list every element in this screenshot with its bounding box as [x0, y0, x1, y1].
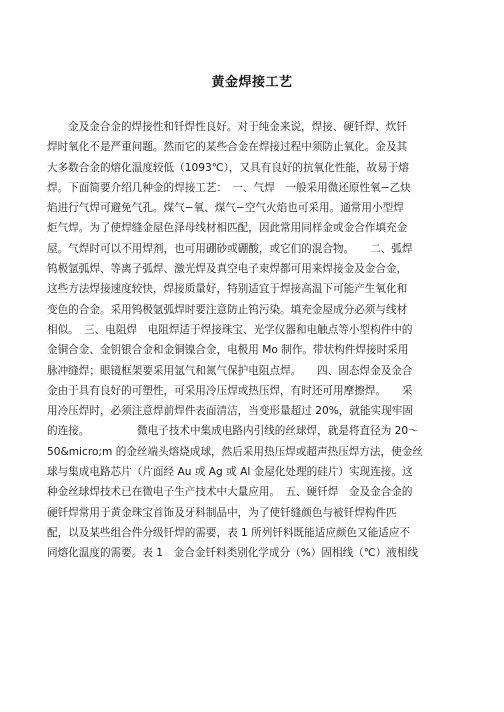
body-line: 用冷压焊时，必须注意焊前焊件表面清洁，当变形量超过 20%，就能实现牢固: [47, 405, 413, 418]
body-line: 金及金合金的焊接性和钎焊性良好。对于纯金来说，焊接、硬钎焊、炊钎: [68, 121, 407, 133]
body-line: 相似。 三、电阻焊 电阻焊适于焊接珠宝、光学仪器和电触点等小型构件中的: [47, 323, 413, 336]
body-line: 金铜合金、金钥银合金和金铜镍合金，电极用 Mo 制作。带状构件焊接时采用: [47, 344, 409, 357]
body-line: 金由于具有良好的可塑性，可采用冷压焊或热压焊，有时还可用摩擦焊。 采: [47, 384, 413, 397]
body-line: 焊。下面简要介绍几种金的焊接工艺： 一、气焊 一般采用微还原性氧−乙炔: [47, 181, 411, 194]
body-line: 种金丝球焊技术已在微电子生产技术中大量应用。 五、硬钎焊 金及金合金的: [47, 486, 413, 499]
body-line: 屋。气焊时可以不用焊剂，也可用硼砂或硼酸，或它们的混合物。 二、弧焊: [47, 242, 413, 255]
body-line: 焰进行气焊可避免气孔。煤气−氧、煤气−空气火焰也可采用。通常用小型焊: [47, 202, 404, 215]
body-line: 的连接。 微电子技术中集成电路内引线的丝球焊，就是将直径为 20～: [47, 425, 419, 438]
body-line: 同熔化温度的需要。表 1 金合金钎料类别化学成分（%）固相线（℃）液相线: [47, 547, 419, 560]
document-title: 黄金焊接工艺: [211, 75, 293, 90]
document-body: [47, 117, 463, 564]
body-line: 大多数合金的熔化温度较低（1093℃），又具有良好的抗氧化性能，故易于熔: [47, 161, 409, 174]
body-line: 硬钎焊常用于黄金珠宝首饰及牙科制品中，为了使钎缝颜色与被钎焊构件匹: [47, 506, 397, 519]
body-line: 球与集成电路芯片（片面经 Au 或 Ag 或 Al 金屋化处理的硅片）实现连接。这: [47, 466, 413, 479]
body-line: 脉冲缝焊；眼镜框架要采用氩气和氮气保护电阻点焊。 四、固态焊金及金合: [47, 364, 413, 377]
body-line: 这些方法焊接速度较快，焊接质量好，特别适宜于焊接高温下可能产生氧化和: [47, 283, 408, 296]
body-line: 炬气焊。为了使焊缝金屋色泽母线材相匹配，因此常用同样金或金合作填充金: [47, 222, 408, 235]
body-line: 配，以及某些组合件分级钎焊的需要，表 1 所列钎料既能适应颜色又能适应不: [47, 526, 411, 539]
body-line: 焊时氧化不是严重问题。然而它的某些合金在焊接过程中须防止氧化。金及其: [47, 141, 408, 154]
body-line: 变色的合金。采用钨极氩弧焊时要注意防止钨污染。填充金屋成分必须与线材: [47, 303, 408, 316]
body-line: 钨极氩弧焊、等离子弧焊、激光焊及真空电子束焊都可用来焊接金及金合金，: [47, 263, 408, 276]
body-line: 50&micro;m 的金丝端头熔烧成球，然后采用热压焊或超声热压焊方法，使金丝: [47, 445, 423, 458]
